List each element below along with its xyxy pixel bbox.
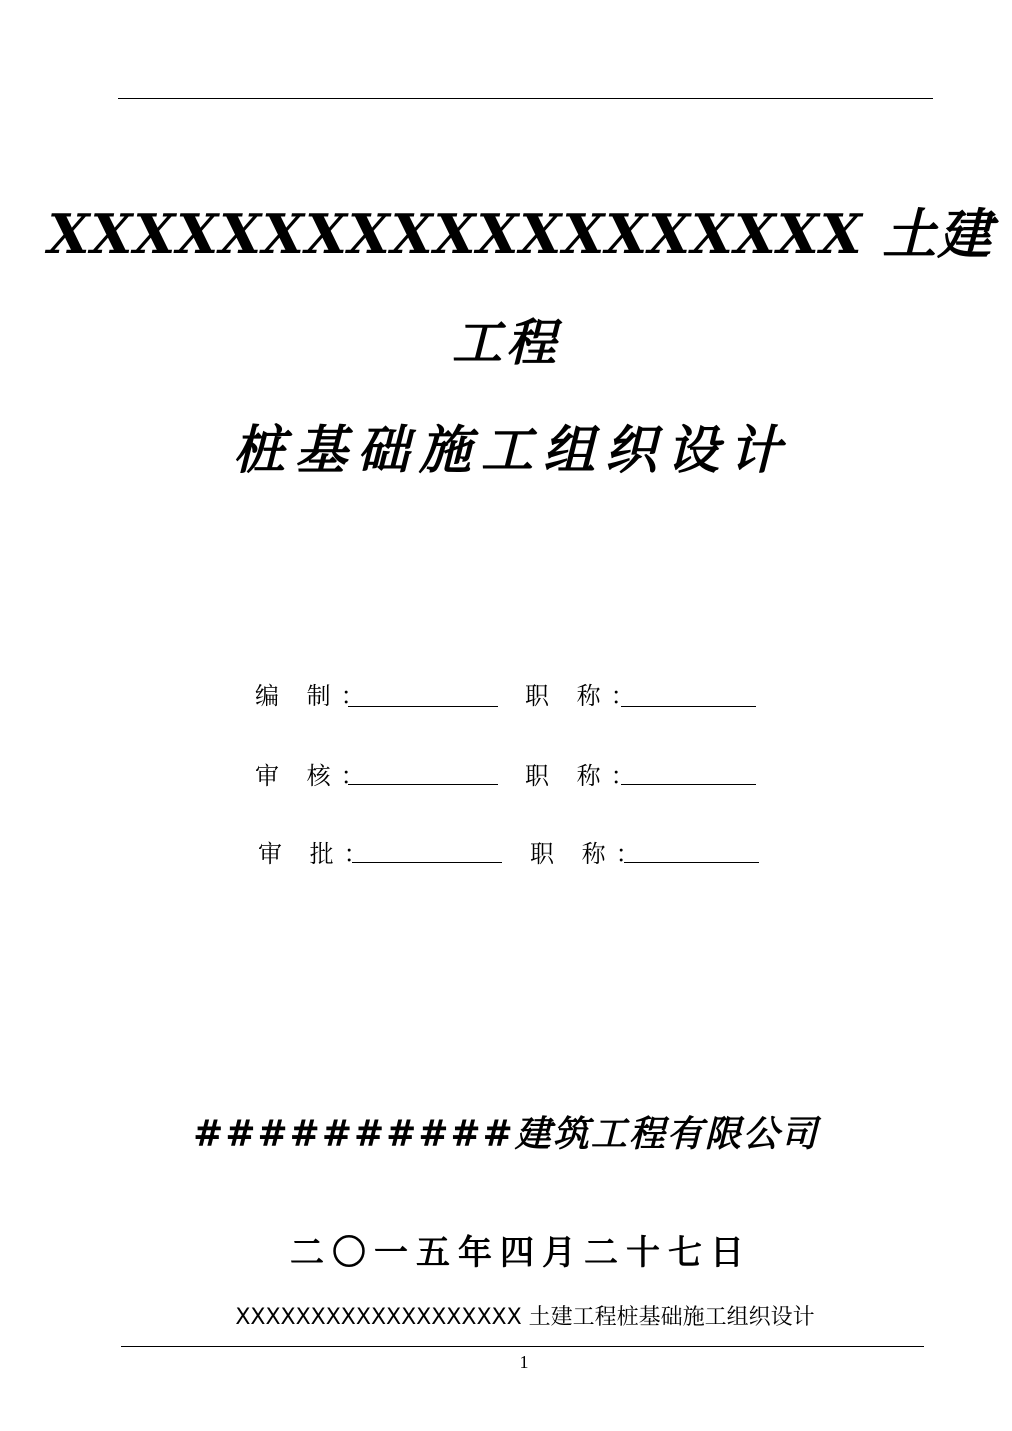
company-name: ##########建筑工程有限公司 [193,1113,819,1155]
reviewer-title-field[interactable] [621,784,756,785]
page-number: 1 [519,1352,529,1372]
compiler-title-label: 职 称： [525,682,645,710]
signature-row-compiler [0,676,1012,716]
reviewer-label: 审 核： [255,762,375,790]
approver-signature-field[interactable] [352,862,502,863]
document-title-line-2: 工程 [452,313,560,372]
signature-row-reviewer [0,756,1012,796]
document-title-line-3: 桩基础施工组织设计 [232,420,791,481]
approver-title-label: 职 称： [530,840,650,868]
footer-rule [121,1346,924,1347]
compiler-label: 编 制： [255,682,375,710]
footer-running-title: XXXXXXXXXXXXXXXXXXX 土建工程桩基础施工组织设计 [235,1305,815,1330]
compiler-signature-field[interactable] [348,706,498,707]
header-rule [118,98,933,99]
reviewer-signature-field[interactable] [348,784,498,785]
signature-row-approver [0,834,1012,874]
compiler-title-field[interactable] [621,706,756,707]
reviewer-title-label: 职 称： [525,762,645,790]
document-date: 二〇一五年四月二十七日 [290,1233,752,1273]
document-title-line-1: XXXXXXXXXXXXXXXXXXX 土建 [47,202,993,266]
approver-label: 审 批： [258,840,378,868]
approver-title-field[interactable] [624,862,759,863]
